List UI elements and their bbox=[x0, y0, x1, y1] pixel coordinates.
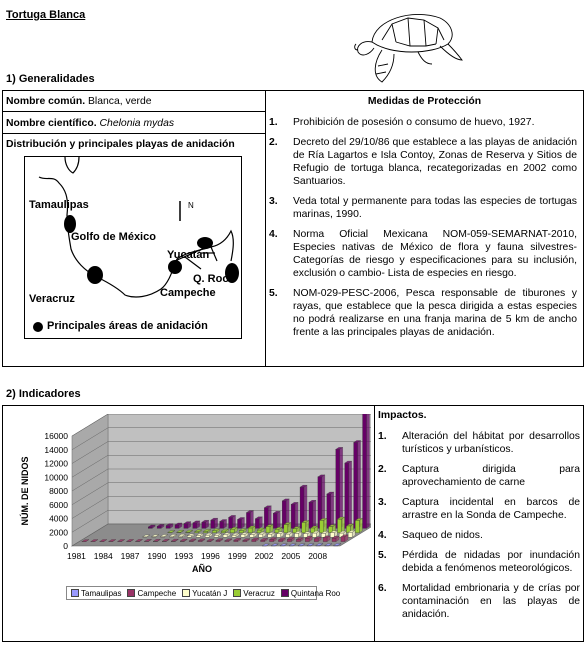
chart-bar bbox=[332, 538, 336, 541]
chart-bar bbox=[336, 449, 340, 528]
chart-bar bbox=[286, 534, 290, 537]
impact-item bbox=[378, 496, 580, 522]
chart-bar-side bbox=[359, 518, 362, 532]
measure-item-number: 4. bbox=[269, 229, 278, 240]
chart-bar bbox=[184, 524, 188, 529]
chart-bar bbox=[337, 519, 341, 533]
chart-bar bbox=[243, 541, 247, 542]
impact-item-text: Pérdida de nidadas por inundación debida a fenómenos meteorológicos. bbox=[402, 550, 580, 574]
chart-x-tick-label: 1981 bbox=[67, 551, 86, 561]
chart-x-tick-label: 1987 bbox=[120, 551, 140, 561]
chart-x-tick-label: 2002 bbox=[254, 551, 274, 561]
chart-bar bbox=[330, 533, 334, 537]
chart-legend-label: Campeche bbox=[137, 588, 177, 598]
chart-x-tick-label: 1996 bbox=[201, 551, 220, 561]
chart-bar-side bbox=[324, 518, 327, 532]
chart-x-tick-label: 2005 bbox=[281, 551, 301, 561]
chart-legend-label: Veracruz bbox=[243, 588, 275, 598]
impact-item bbox=[378, 549, 580, 575]
chart-x-tick-label: 1984 bbox=[93, 551, 113, 561]
chart-y-tick-label: 6000 bbox=[49, 499, 68, 510]
scientific-name-value: Chelonia mydas bbox=[99, 118, 175, 129]
chart-bar bbox=[303, 534, 307, 537]
chart-bar bbox=[354, 442, 358, 528]
chart-x-tick-label: 1993 bbox=[174, 551, 194, 561]
map-label-golfo: Golfo de México bbox=[71, 231, 156, 243]
measure-item-number: 2. bbox=[269, 137, 278, 148]
chart-bar-side bbox=[277, 511, 280, 528]
chart-bar-side bbox=[295, 502, 298, 528]
chart-bar bbox=[203, 531, 207, 532]
measure-item-number: 3. bbox=[269, 196, 278, 207]
chart-y-tick-label: 4000 bbox=[49, 513, 68, 524]
chart-x-axis-label: AÑO bbox=[192, 564, 212, 574]
chart-bar bbox=[269, 540, 273, 542]
nests-bar-chart bbox=[16, 414, 371, 636]
chart-bar bbox=[229, 517, 233, 528]
chart-legend-item bbox=[127, 589, 176, 598]
chart-bar bbox=[261, 540, 265, 541]
chart-bar bbox=[193, 523, 197, 529]
chart-bar bbox=[250, 535, 254, 538]
chart-bar bbox=[252, 540, 256, 542]
chart-legend-swatch bbox=[281, 589, 289, 597]
chart-x-tick-label: 1990 bbox=[147, 551, 167, 561]
map-label-campeche: Campeche bbox=[160, 287, 216, 299]
chart-bar bbox=[166, 526, 170, 529]
impact-item bbox=[378, 582, 580, 621]
impact-item-text: Mortalidad embrionaria y de crías por contaminación en las playas de anidación. bbox=[402, 583, 580, 620]
impact-item-number: 6. bbox=[378, 583, 387, 594]
measure-item-text: Prohibición de posesión o consumo de huevo, 1927. bbox=[293, 117, 535, 128]
section-generalidades-heading: 1) Generalidades bbox=[6, 73, 95, 85]
chart-legend bbox=[66, 586, 341, 600]
chart-bar bbox=[312, 533, 316, 537]
chart-bar bbox=[296, 540, 300, 542]
impact-item-text: Saqueo de nidos. bbox=[402, 530, 483, 541]
impact-item-number: 1. bbox=[378, 431, 387, 442]
impact-item-number: 2. bbox=[378, 464, 387, 475]
chart-bar bbox=[291, 504, 295, 528]
chart-legend-item bbox=[281, 589, 340, 598]
impact-item-number: 4. bbox=[378, 530, 387, 541]
chart-bar bbox=[302, 522, 306, 532]
north-arrow-label: N bbox=[188, 201, 194, 210]
measure-item bbox=[269, 116, 577, 129]
chart-bar bbox=[323, 538, 327, 542]
chart-bar bbox=[295, 533, 299, 537]
chart-bar bbox=[246, 513, 250, 529]
scientific-name-row bbox=[6, 117, 174, 130]
chart-legend-item bbox=[182, 589, 227, 598]
measure-item bbox=[269, 195, 577, 221]
chart-bar bbox=[248, 528, 252, 533]
chart-bar bbox=[212, 531, 216, 533]
chart-bar bbox=[216, 541, 220, 542]
chart-bar bbox=[273, 513, 277, 528]
impact-item bbox=[378, 430, 580, 456]
chart-y-tick-label: 2000 bbox=[49, 527, 68, 538]
chart-bar bbox=[278, 540, 282, 542]
chart-bar bbox=[202, 522, 206, 528]
chart-bar bbox=[259, 534, 263, 537]
impacts-heading: Impactos. bbox=[378, 410, 427, 421]
chart-bar bbox=[178, 536, 182, 537]
impacts-list bbox=[378, 430, 580, 628]
chart-y-tick-label: 0 bbox=[63, 541, 68, 551]
chart-bar bbox=[214, 535, 218, 537]
chart-bar-side bbox=[331, 492, 334, 528]
chart-legend-item bbox=[233, 589, 275, 598]
chart-bar bbox=[264, 508, 268, 529]
chart-bar bbox=[230, 529, 234, 532]
chart-bar bbox=[211, 520, 215, 528]
chart-bar bbox=[241, 534, 245, 537]
chart-legend-item bbox=[71, 589, 121, 598]
chart-bar bbox=[175, 525, 179, 528]
chart-bar bbox=[257, 530, 261, 533]
chart-y-axis-label: NÚM. DE NIDOS bbox=[20, 456, 30, 526]
chart-bar bbox=[268, 534, 272, 537]
page-title: Tortuga Blanca bbox=[6, 9, 86, 21]
chart-y-tick-label: 16000 bbox=[44, 431, 68, 441]
chart-bar bbox=[255, 519, 259, 529]
measure-item-number: 1. bbox=[269, 117, 278, 128]
chart-bar bbox=[348, 532, 352, 537]
impact-item-number: 5. bbox=[378, 550, 387, 561]
chart-bar bbox=[220, 522, 224, 529]
chart-bar bbox=[320, 520, 324, 532]
chart-bar bbox=[341, 537, 345, 542]
measure-item-text: Decreto del 29/10/86 que establece a las playas de anidación de Ría Lagartos e Isla Contoy, Zonas de Reserva y Sitios de Refugio de tortuga blanca, recategorizadas en 2002 como Santuarios. bbox=[293, 137, 577, 187]
chart-legend-swatch bbox=[127, 589, 135, 597]
chart-bar-side bbox=[367, 414, 370, 528]
nesting-map bbox=[24, 156, 242, 339]
common-name-row bbox=[6, 95, 152, 108]
chart-y-tick-label: 8000 bbox=[49, 486, 68, 496]
impact-item-number: 3. bbox=[378, 497, 387, 508]
map-label-tamaulipas: Tamaulipas bbox=[29, 199, 89, 211]
chart-legend-label: Quintana Roo bbox=[290, 588, 341, 598]
chart-legend-label: Tamaulipas bbox=[81, 588, 122, 598]
common-name-value: Blanca, verde bbox=[87, 96, 152, 107]
chart-bar bbox=[157, 526, 161, 528]
chart-bar bbox=[195, 532, 199, 533]
measure-item-number: 5. bbox=[269, 288, 278, 299]
distribution-label: Distribución y principales playas de anidación bbox=[6, 139, 235, 150]
scientific-name-label: Nombre científico. bbox=[6, 118, 97, 129]
chart-bar bbox=[284, 525, 288, 533]
impact-item bbox=[378, 529, 580, 542]
measure-item bbox=[269, 287, 577, 339]
chart-bar-side bbox=[313, 500, 316, 528]
measure-item-text: NOM-029-PESC-2006, Pesca responsable de tiburones y rayas, que establece que la pesca dirigida a estas especies no podrá realizarse en una franja marina de 5 km de ancho frente a las principales playas de anidación. bbox=[293, 288, 577, 338]
chart-legend-swatch bbox=[71, 589, 79, 597]
common-name-label: Nombre común. bbox=[6, 96, 86, 107]
chart-bar-side bbox=[358, 440, 361, 528]
measure-item-text: Veda total y permanente para todas las especies de tortugas marinas, 1990. bbox=[293, 196, 577, 220]
coastline-map bbox=[25, 157, 241, 338]
map-label-yucatan: Yucatán bbox=[167, 249, 210, 261]
chart-bar bbox=[221, 531, 225, 533]
map-label-qroo: Q. Roo bbox=[193, 273, 230, 285]
chart-bar-side bbox=[342, 517, 345, 533]
chart-bar-side bbox=[250, 511, 253, 529]
chart-bar bbox=[205, 535, 209, 537]
measure-item-text: Norma Oficial Mexicana NOM-059-SEMARNAT-2010, Especies nativas de México de flora y fauna silvestres-Categorías de riesgo y especificaciones para su inclusión, exclusión o cambio- Lista de especies en riesgo. bbox=[293, 229, 577, 279]
chart-bar bbox=[148, 527, 152, 528]
chart-x-tick-label: 2008 bbox=[308, 551, 328, 561]
chart-y-tick-label: 12000 bbox=[44, 458, 68, 469]
chart-bar-side bbox=[233, 515, 236, 528]
chart-bar bbox=[309, 502, 313, 528]
chart-bar bbox=[237, 519, 241, 528]
chart-legend-label: Yucatán J bbox=[192, 588, 228, 598]
section-indicadores-heading: 2) Indicadores bbox=[6, 388, 81, 400]
measure-item bbox=[269, 136, 577, 188]
chart-bar bbox=[305, 538, 309, 541]
chart-bar bbox=[223, 535, 227, 537]
chart-bar bbox=[277, 534, 281, 537]
chart-bar-side bbox=[340, 447, 343, 528]
chart-bar bbox=[266, 527, 270, 533]
chart-bar bbox=[234, 540, 238, 541]
chart-bar bbox=[232, 535, 236, 537]
map-label-veracruz: Veracruz bbox=[29, 293, 75, 305]
chart-bar bbox=[275, 529, 279, 532]
map-legend-nesting-areas: Principales áreas de anidación bbox=[47, 320, 208, 332]
chart-bar bbox=[239, 531, 243, 533]
chart-bar bbox=[327, 494, 331, 528]
impact-item-text: Captura dirigida para aprovechamiento de carne bbox=[402, 464, 580, 488]
chart-bar bbox=[355, 520, 359, 532]
chart-bar bbox=[287, 539, 291, 541]
chart-x-tick-label: 1999 bbox=[227, 551, 247, 561]
chart-bar bbox=[187, 536, 191, 537]
measure-item bbox=[269, 228, 577, 280]
chart-legend-swatch bbox=[182, 589, 190, 597]
measures-list bbox=[269, 116, 577, 346]
impact-item bbox=[378, 463, 580, 489]
chart-bar bbox=[345, 463, 349, 528]
turtle-illustration-icon bbox=[352, 2, 464, 86]
chart-bar bbox=[363, 414, 367, 528]
chart-bar bbox=[314, 539, 318, 542]
chart-y-tick-label: 14000 bbox=[44, 444, 68, 455]
measures-heading: Medidas de Protección bbox=[367, 96, 482, 107]
chart-bar bbox=[196, 535, 200, 537]
impact-item-text: Alteración del hábitat por desarrollos turísticos y urbanísticos. bbox=[402, 431, 580, 455]
chart-bar-side bbox=[349, 461, 352, 528]
impact-item-text: Captura incidental en barcos de arrastre en la Sonda de Campeche. bbox=[402, 497, 580, 521]
chart-legend-swatch bbox=[233, 589, 241, 597]
chart-y-tick-label: 10000 bbox=[44, 472, 68, 483]
